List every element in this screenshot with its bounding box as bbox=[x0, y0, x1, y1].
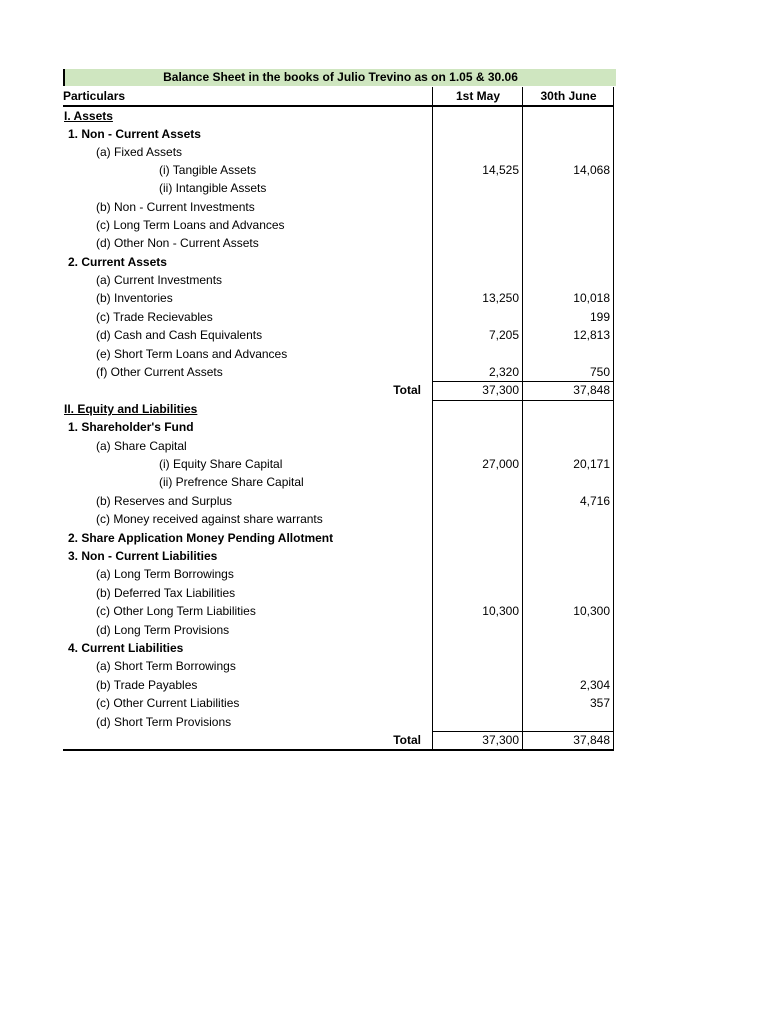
value-1st-may: 10,300 bbox=[482, 604, 519, 618]
row-label: (d) Short Term Provisions bbox=[96, 715, 232, 729]
row-label: (i) Tangible Assets bbox=[159, 163, 257, 177]
row-label: (c) Other Current Liabilities bbox=[96, 696, 240, 710]
header-col-1st-may: 1st May bbox=[455, 89, 501, 103]
row-label: (b) Inventories bbox=[96, 291, 173, 305]
value-1st-may: 2,320 bbox=[488, 365, 519, 379]
value-30th-june: 4,716 bbox=[579, 494, 610, 508]
row-label: (b) Deferred Tax Liabilities bbox=[96, 586, 236, 600]
row-label: (d) Other Non - Current Assets bbox=[96, 236, 259, 250]
value-30th-june: 14,068 bbox=[573, 163, 610, 177]
row-label: (c) Money received against share warrants bbox=[96, 512, 323, 526]
total-label: Total bbox=[393, 733, 421, 747]
value-1st-may: 7,205 bbox=[488, 328, 519, 342]
row-label: (b) Reserves and Surplus bbox=[96, 494, 233, 508]
total-row bbox=[63, 381, 614, 399]
row-label: (c) Long Term Loans and Advances bbox=[96, 218, 285, 232]
value-30th-june: 20,171 bbox=[573, 457, 610, 471]
divider-header-left bbox=[432, 87, 433, 106]
table-row bbox=[63, 437, 614, 455]
value-1st-may: 13,250 bbox=[482, 291, 519, 305]
value-1st-may: 37,300 bbox=[482, 733, 519, 747]
value-30th-june: 12,813 bbox=[573, 328, 610, 342]
sheet-title: Balance Sheet in the books of Julio Trevino as on 1.05 & 30.06 bbox=[63, 69, 616, 86]
row-label: 1. Shareholder's Fund bbox=[68, 420, 194, 434]
table-row bbox=[63, 565, 614, 583]
row-label: (b) Trade Payables bbox=[96, 678, 198, 692]
value-30th-june: 37,848 bbox=[573, 383, 610, 397]
table-row bbox=[63, 161, 614, 179]
table-row bbox=[63, 510, 614, 528]
divider-header-mid bbox=[522, 87, 523, 106]
table-row bbox=[63, 125, 614, 143]
row-label: (a) Short Term Borrowings bbox=[96, 659, 236, 673]
row-label: 2. Share Application Money Pending Allotment bbox=[68, 531, 334, 545]
table-row bbox=[63, 694, 614, 712]
divider-header-right bbox=[613, 87, 614, 106]
table-row bbox=[63, 289, 614, 307]
value-30th-june: 2,304 bbox=[579, 678, 610, 692]
row-label: (c) Trade Recievables bbox=[96, 310, 213, 324]
table-row bbox=[63, 418, 614, 436]
table-row bbox=[63, 271, 614, 289]
table-row bbox=[63, 473, 614, 491]
header-row bbox=[63, 87, 614, 105]
row-label: II. Equity and Liabilities bbox=[64, 402, 198, 416]
row-label: 2. Current Assets bbox=[68, 255, 167, 269]
table-row bbox=[63, 529, 614, 547]
value-30th-june: 750 bbox=[589, 365, 610, 379]
table-row bbox=[63, 713, 614, 731]
row-label: (ii) Intangible Assets bbox=[159, 181, 267, 195]
table-row bbox=[63, 639, 614, 657]
value-30th-june: 10,300 bbox=[573, 604, 610, 618]
table-row bbox=[63, 345, 614, 363]
header-col-30th-june: 30th June bbox=[540, 89, 597, 103]
value-30th-june: 10,018 bbox=[573, 291, 610, 305]
value-30th-june: 199 bbox=[589, 310, 610, 324]
row-label: 1. Non - Current Assets bbox=[68, 127, 201, 141]
row-label: (c) Other Long Term Liabilities bbox=[96, 604, 256, 618]
row-label: (a) Fixed Assets bbox=[96, 145, 183, 159]
total-row bbox=[63, 731, 614, 749]
table-row bbox=[63, 602, 614, 620]
row-label: (d) Cash and Cash Equivalents bbox=[96, 328, 263, 342]
value-30th-june: 357 bbox=[589, 696, 610, 710]
row-label: (i) Equity Share Capital bbox=[159, 457, 283, 471]
row-label: (f) Other Current Assets bbox=[96, 365, 223, 379]
row-label: 4. Current Liabilities bbox=[68, 641, 184, 655]
table-row bbox=[63, 107, 614, 125]
row-label: (d) Long Term Provisions bbox=[96, 623, 230, 637]
table-row bbox=[63, 253, 614, 271]
row-label: (ii) Prefrence Share Capital bbox=[159, 475, 304, 489]
row-label: (a) Current Investments bbox=[96, 273, 223, 287]
table-row bbox=[63, 198, 614, 216]
table-row bbox=[63, 308, 614, 326]
value-1st-may: 27,000 bbox=[482, 457, 519, 471]
header-particulars: Particulars bbox=[63, 89, 126, 103]
value-1st-may: 14,525 bbox=[482, 163, 519, 177]
row-label: 3. Non - Current Liabilities bbox=[68, 549, 218, 563]
table-row bbox=[63, 676, 614, 694]
row-label: (e) Short Term Loans and Advances bbox=[96, 347, 288, 361]
table-row bbox=[63, 584, 614, 602]
row-label: I. Assets bbox=[64, 109, 113, 123]
table-row bbox=[63, 179, 614, 197]
table-row bbox=[63, 455, 614, 473]
row-label: (b) Non - Current Investments bbox=[96, 200, 255, 214]
table-row bbox=[63, 621, 614, 639]
row-label: (a) Long Term Borrowings bbox=[96, 567, 234, 581]
table-row bbox=[63, 400, 614, 418]
bottom-rule bbox=[63, 749, 614, 751]
table-row bbox=[63, 326, 614, 344]
value-30th-june: 37,848 bbox=[573, 733, 610, 747]
row-label: (a) Share Capital bbox=[96, 439, 187, 453]
total-label: Total bbox=[393, 383, 421, 397]
table-row bbox=[63, 216, 614, 234]
table-row bbox=[63, 657, 614, 675]
value-1st-may: 37,300 bbox=[482, 383, 519, 397]
table-row bbox=[63, 547, 614, 565]
table-row bbox=[63, 363, 614, 381]
table-row bbox=[63, 234, 614, 252]
table-row bbox=[63, 143, 614, 161]
table-row bbox=[63, 492, 614, 510]
